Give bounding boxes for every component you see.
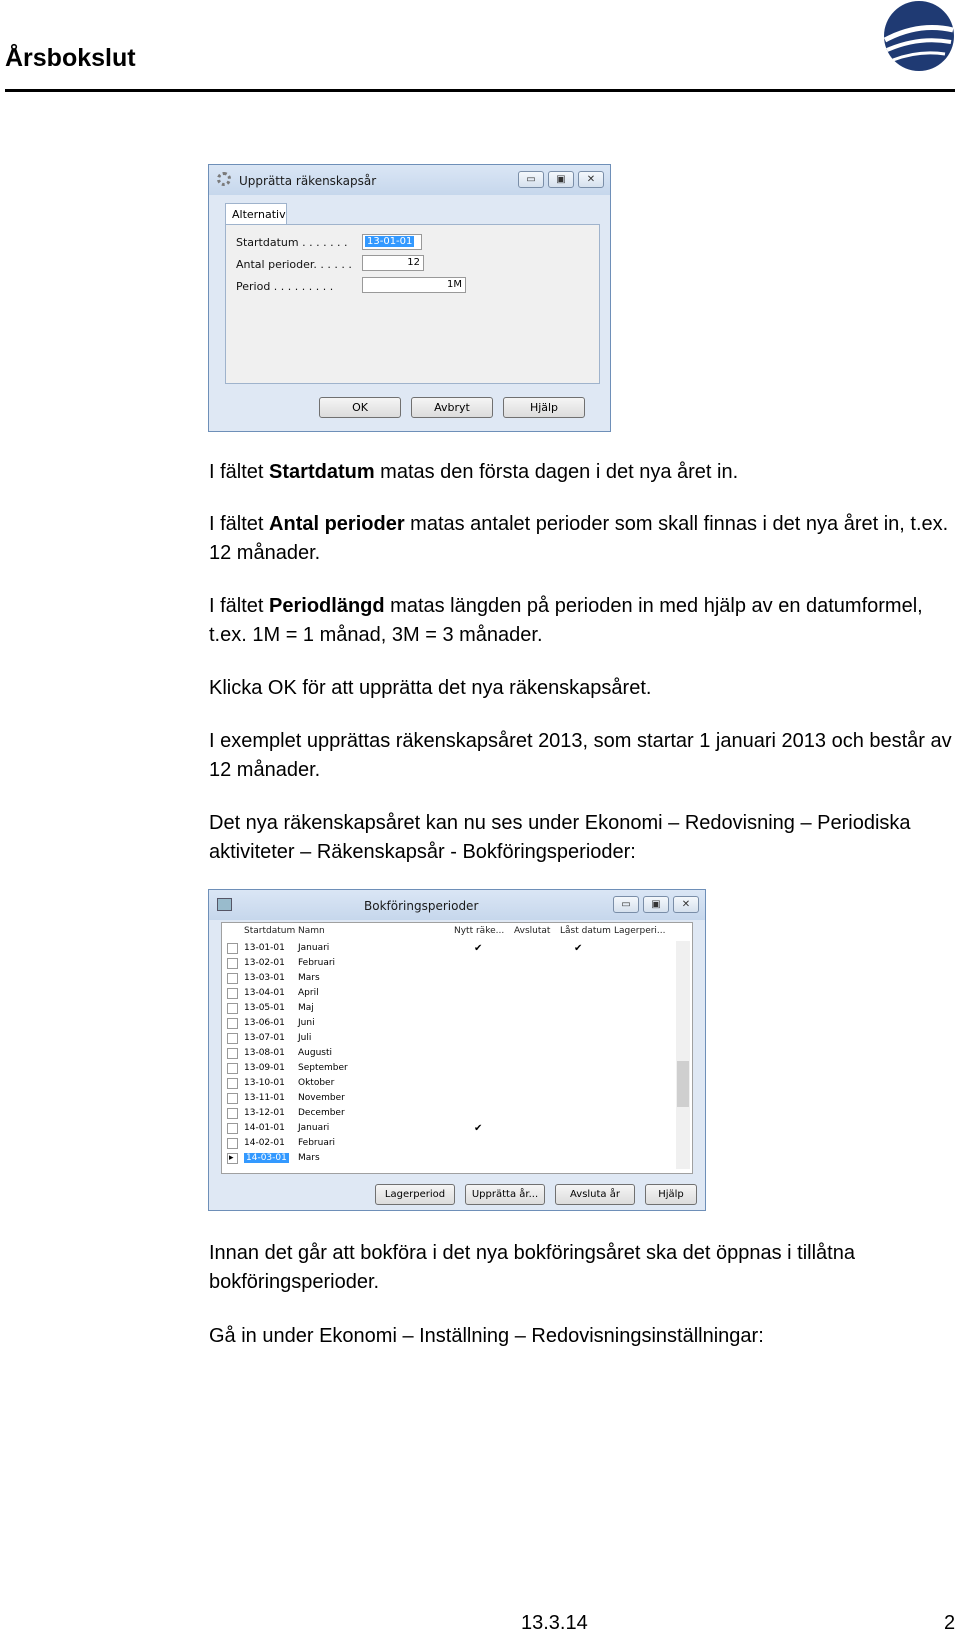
column-header[interactable]: Startdatum	[244, 926, 296, 936]
row-startdatum[interactable]: 13-07-01	[244, 1033, 285, 1043]
row-namn[interactable]: September	[298, 1063, 348, 1073]
period-label: Period . . . . . . . . .	[236, 280, 334, 293]
paragraph-ok: Klicka OK för att upprätta det nya räkenskapsåret.	[209, 677, 652, 699]
column-header[interactable]: Avslutat	[514, 926, 551, 936]
row-namn[interactable]: Februari	[298, 1138, 336, 1148]
help-button[interactable]: Hjälp	[503, 397, 585, 418]
table-row[interactable]	[222, 956, 677, 971]
paragraph-example: I exemplet upprättas räkenskapsåret 2013, som startar 1 januari 2013 och består av 12 månader.	[209, 730, 952, 781]
column-header[interactable]: Låst datum	[560, 926, 611, 936]
row-startdatum[interactable]: 13-10-01	[244, 1078, 285, 1088]
ok-button[interactable]: OK	[319, 397, 401, 418]
row-namn[interactable]: April	[298, 988, 319, 998]
check-icon: ✔	[474, 1123, 483, 1134]
check-icon: ✔	[574, 943, 583, 954]
table-row[interactable]	[222, 1061, 677, 1076]
column-header[interactable]: Namn	[298, 926, 325, 936]
antal-perioder-field[interactable]: 12	[362, 255, 424, 271]
period-field[interactable]: 1M	[362, 277, 466, 293]
paragraph-startdatum: I fältet Startdatum matas den första dagen i det nya året in.	[209, 461, 739, 483]
row-checkbox[interactable]	[227, 1048, 238, 1059]
row-namn[interactable]: November	[298, 1093, 345, 1103]
row-startdatum[interactable]: 14-02-01	[244, 1138, 285, 1148]
row-indicator-icon: ▸	[229, 1153, 234, 1163]
create-fiscal-year-dialog	[208, 164, 611, 432]
maximize-button[interactable]: ▣	[548, 171, 574, 188]
header-divider	[5, 89, 955, 92]
company-logo	[883, 0, 955, 72]
row-startdatum[interactable]: 13-02-01	[244, 958, 285, 968]
antal-perioder-label: Antal perioder. . . . . .	[236, 258, 352, 271]
row-namn[interactable]: Juli	[298, 1033, 312, 1043]
row-namn[interactable]: Juni	[298, 1018, 315, 1028]
table-row[interactable]	[222, 1121, 677, 1136]
table-row[interactable]	[222, 1091, 677, 1106]
check-icon: ✔	[474, 943, 483, 954]
tab-alternativ[interactable]: Alternativ	[225, 203, 287, 225]
page-title: Årsbokslut	[5, 44, 136, 72]
options-panel	[225, 224, 600, 384]
paragraph-antal-perioder: I fältet Antal perioder matas antalet perioder som skall finnas i det nya året in, t.ex. 12 månader.	[209, 513, 949, 564]
dialog-title: Upprätta räkenskapsår	[239, 174, 377, 188]
row-namn[interactable]: Oktober	[298, 1078, 335, 1088]
row-startdatum[interactable]: 13-12-01	[244, 1108, 285, 1118]
footer-date: 13.3.14	[521, 1612, 588, 1634]
row-startdatum[interactable]: 13-03-01	[244, 973, 285, 983]
table-row[interactable]	[222, 941, 677, 956]
paragraph-navigation: Det nya räkenskapsåret kan nu ses under Ekonomi – Redovisning – Periodiska aktiviteter – Räkenskapsår - Bokföringsperioder:	[209, 812, 911, 863]
close-button[interactable]: ✕	[578, 171, 604, 188]
row-checkbox[interactable]	[227, 1138, 238, 1149]
row-startdatum[interactable]: 13-11-01	[244, 1093, 285, 1103]
paragraph-periodlangd: I fältet Periodlängd matas längden på perioden in med hjälp av en datumformel, t.ex. 1M = 1 månad, 3M = 3 månader.	[209, 595, 923, 646]
window-icon	[217, 898, 232, 911]
column-header[interactable]: Nytt räke...	[454, 926, 505, 936]
table-row[interactable]	[222, 971, 677, 986]
close-button[interactable]: ✕	[673, 896, 699, 913]
row-namn[interactable]: Mars	[298, 1153, 320, 1163]
row-namn[interactable]: Januari	[298, 943, 330, 953]
row-startdatum[interactable]: 14-03-01	[246, 1153, 287, 1163]
table-row[interactable]	[222, 1001, 677, 1016]
row-checkbox[interactable]	[227, 958, 238, 969]
periods-table	[221, 922, 693, 1174]
row-startdatum[interactable]: 13-06-01	[244, 1018, 285, 1028]
row-checkbox[interactable]	[227, 1003, 238, 1014]
maximize-button[interactable]: ▣	[643, 896, 669, 913]
row-startdatum[interactable]: 13-05-01	[244, 1003, 285, 1013]
row-namn[interactable]: Februari	[298, 958, 336, 968]
row-startdatum[interactable]: 14-01-01	[244, 1123, 285, 1133]
startdatum-label: Startdatum . . . . . . .	[236, 236, 348, 249]
row-checkbox[interactable]	[227, 943, 238, 954]
row-namn[interactable]: Maj	[298, 1003, 314, 1013]
row-startdatum[interactable]: 13-04-01	[244, 988, 285, 998]
scrollbar-thumb[interactable]	[677, 1061, 689, 1107]
table-row[interactable]	[222, 1151, 677, 1166]
row-checkbox[interactable]	[227, 1033, 238, 1044]
row-checkbox[interactable]	[227, 973, 238, 984]
row-namn[interactable]: Augusti	[298, 1048, 332, 1058]
window-titlebar	[209, 890, 705, 920]
table-row[interactable]	[222, 986, 677, 1001]
row-namn[interactable]: Mars	[298, 973, 320, 983]
cancel-button[interactable]: Avbryt	[411, 397, 493, 418]
table-row[interactable]	[222, 1136, 677, 1151]
row-startdatum[interactable]: 13-01-01	[244, 943, 285, 953]
table-header	[222, 923, 692, 939]
row-startdatum[interactable]: 13-09-01	[244, 1063, 285, 1073]
minimize-button[interactable]: ▭	[518, 171, 544, 188]
table-row[interactable]	[222, 1046, 677, 1061]
table-row[interactable]	[222, 1106, 677, 1121]
row-startdatum[interactable]: 13-08-01	[244, 1048, 285, 1058]
paragraph-settings: Gå in under Ekonomi – Inställning – Redovisningsinställningar:	[209, 1325, 764, 1347]
window-title: Bokföringsperioder	[364, 899, 479, 913]
row-checkbox[interactable]	[227, 1078, 238, 1089]
startdatum-field[interactable]: 13-01-01	[362, 234, 422, 250]
lagerperiod-button[interactable]: Lagerperiod	[375, 1184, 455, 1205]
dialog-titlebar	[209, 165, 610, 195]
row-checkbox[interactable]	[227, 1018, 238, 1029]
gear-icon	[217, 172, 231, 186]
row-checkbox[interactable]	[227, 988, 238, 999]
row-namn[interactable]: Januari	[298, 1123, 330, 1133]
vertical-scrollbar[interactable]	[676, 941, 690, 1169]
close-year-button[interactable]: Avsluta år	[555, 1184, 635, 1205]
minimize-button[interactable]: ▭	[613, 896, 639, 913]
row-checkbox[interactable]	[227, 1108, 238, 1119]
row-namn[interactable]: December	[298, 1108, 345, 1118]
paragraph-open-periods: Innan det går att bokföra i det nya bokföringsåret ska det öppnas i tillåtna bokföringsperioder.	[209, 1242, 855, 1293]
row-checkbox[interactable]	[227, 1093, 238, 1104]
create-year-button[interactable]: Upprätta år...	[465, 1184, 545, 1205]
table-row[interactable]	[222, 1016, 677, 1031]
table-row[interactable]	[222, 1076, 677, 1091]
row-checkbox[interactable]	[227, 1063, 238, 1074]
page-number: 2	[944, 1612, 956, 1634]
table-row[interactable]	[222, 1031, 677, 1046]
bokforingsperioder-window	[208, 889, 706, 1211]
help-button[interactable]: Hjälp	[645, 1184, 697, 1205]
column-header[interactable]: Lagerperi...	[614, 926, 666, 936]
row-checkbox[interactable]	[227, 1123, 238, 1134]
